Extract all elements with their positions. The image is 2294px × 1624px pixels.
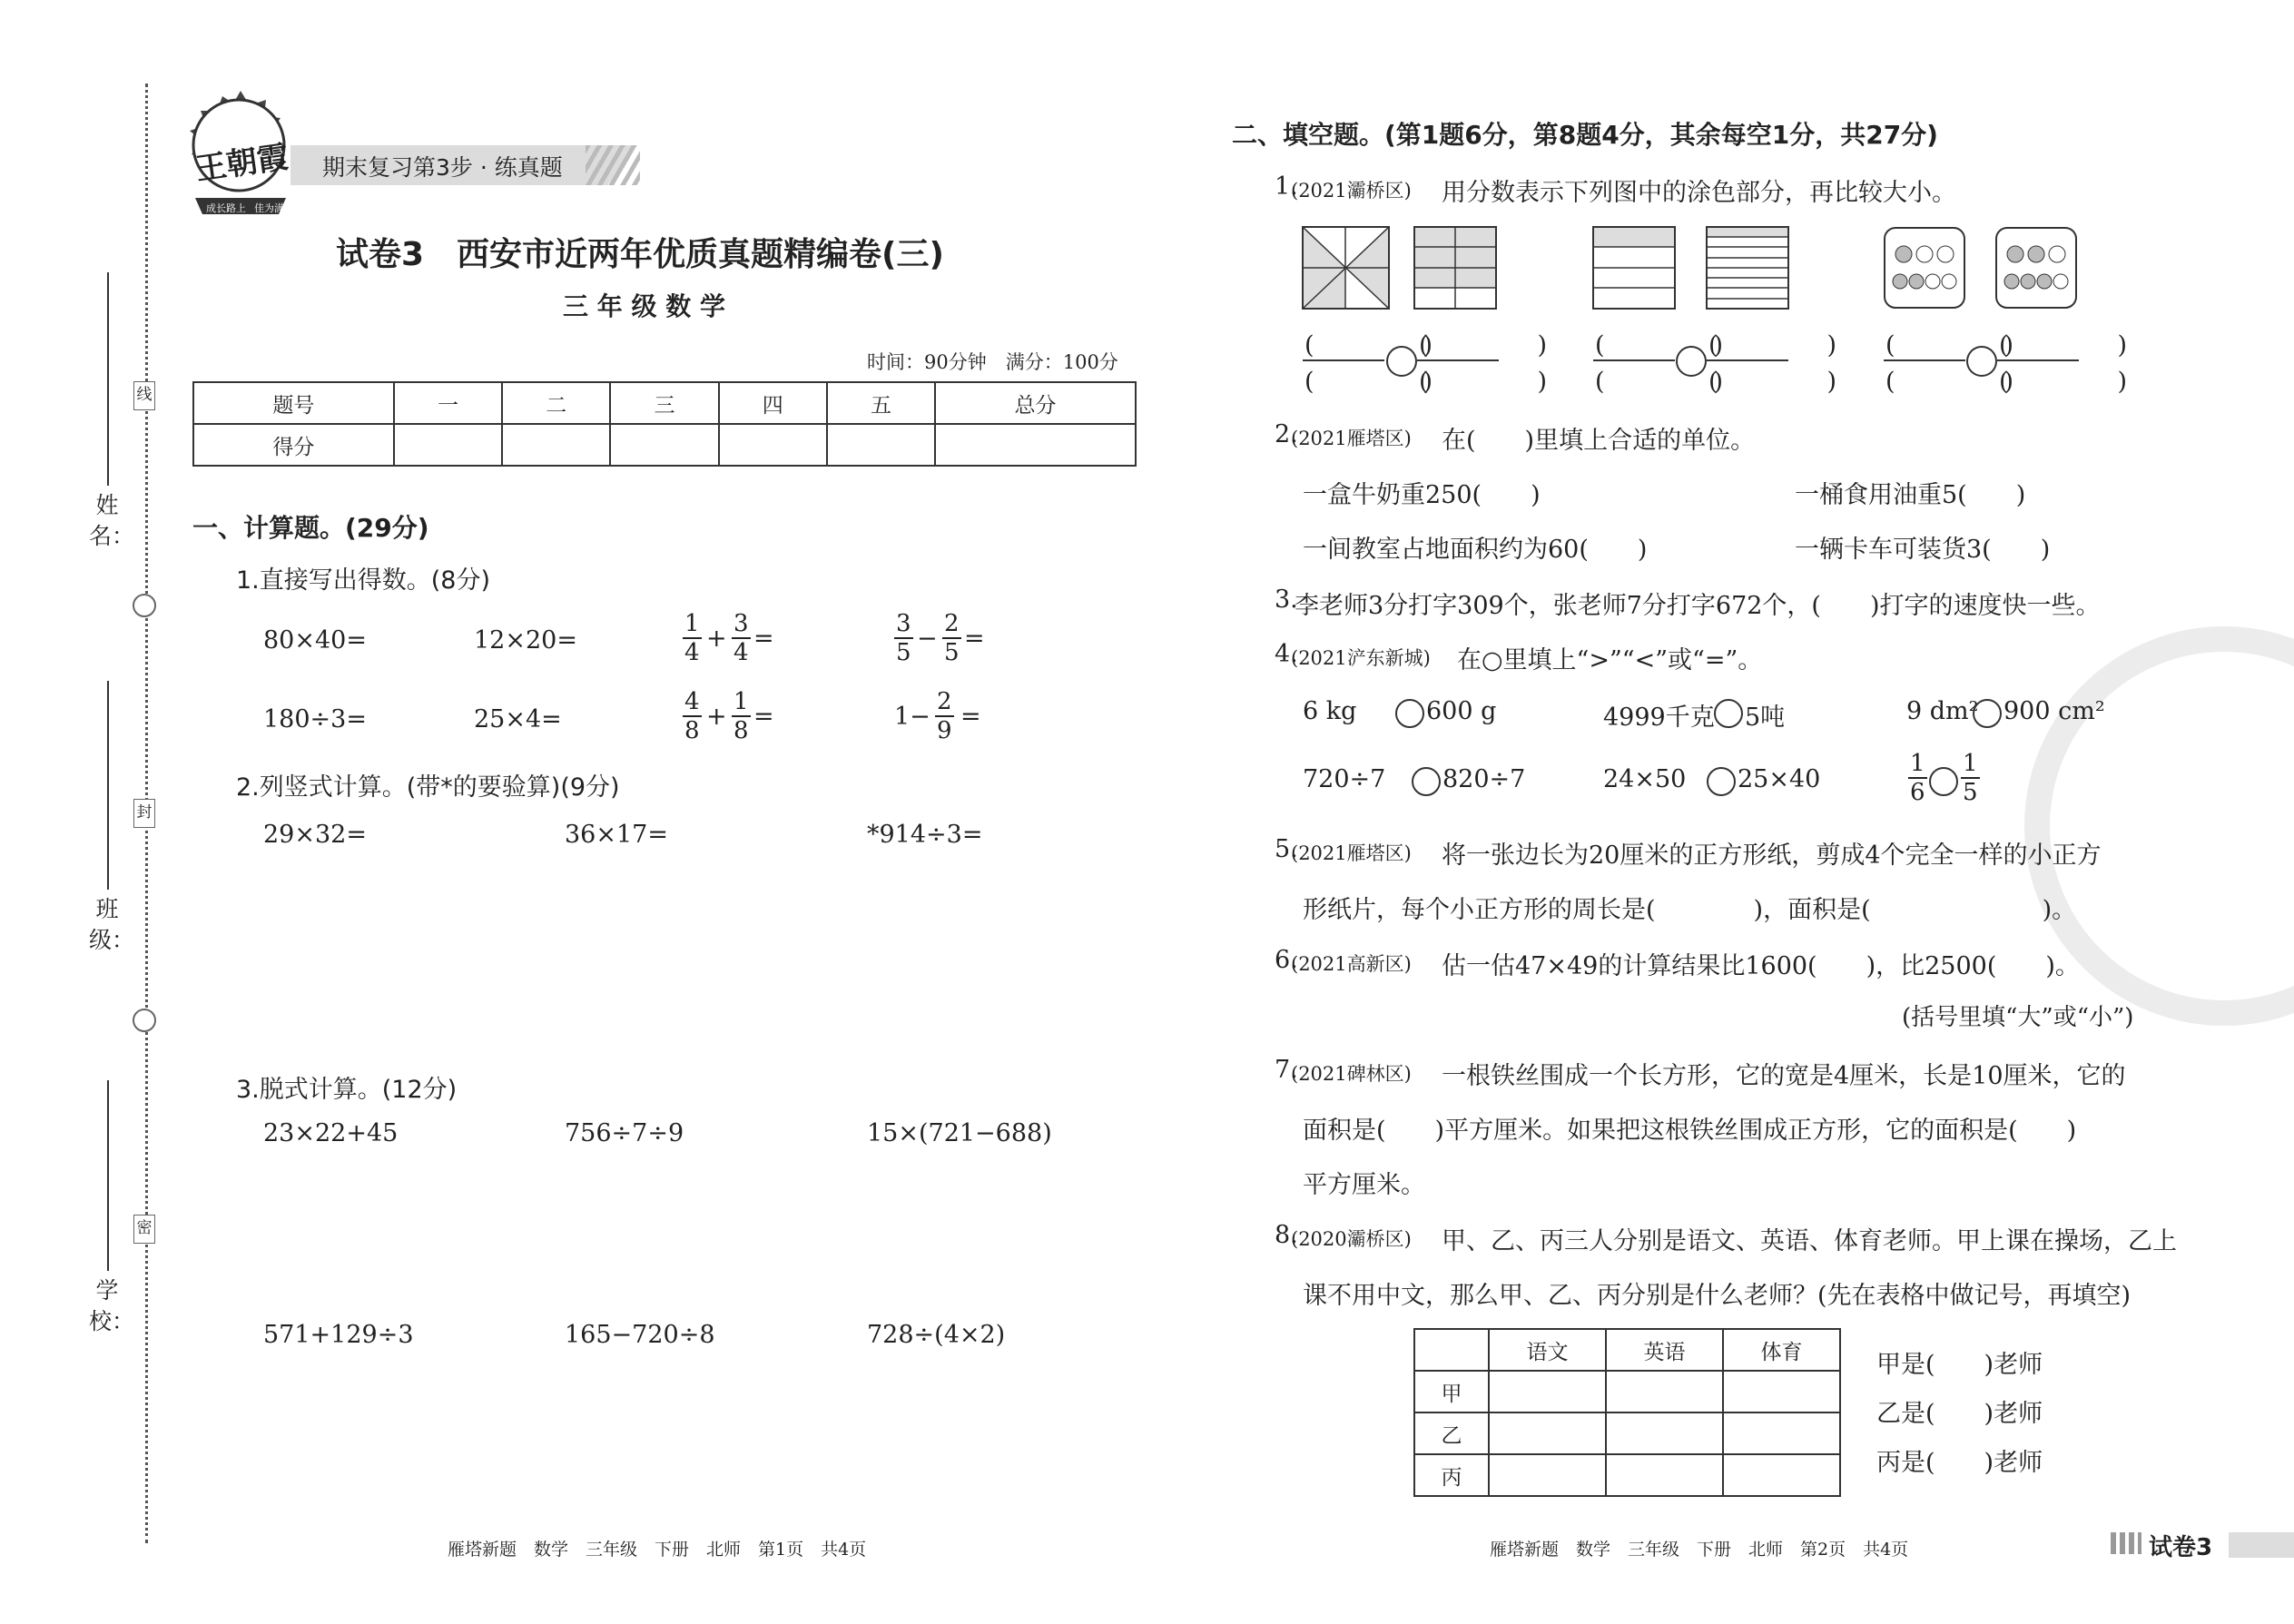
compare-circle[interactable]	[1386, 346, 1417, 377]
operator: −	[917, 625, 938, 653]
q-source-tag: (2021雁塔区)	[1291, 842, 1412, 864]
q-source-tag: (2021碑林区)	[1291, 1063, 1412, 1085]
compare-circle[interactable]	[1412, 767, 1441, 796]
compare-right: 5吨	[1745, 704, 1786, 732]
score-header-cell: 总分	[935, 382, 1136, 424]
equals: =	[753, 625, 774, 653]
score-header-cell: 二	[502, 382, 610, 424]
denominator: 6	[1910, 779, 1925, 806]
score-cell[interactable]	[610, 424, 718, 466]
table-corner	[1414, 1329, 1489, 1371]
score-header-cell: 四	[719, 382, 827, 424]
seal-mark-2: 封	[133, 799, 155, 828]
figure-dots-2	[1995, 227, 2077, 309]
answer-line[interactable]: 乙是( )老师	[1876, 1400, 2043, 1428]
table-cell[interactable]	[1723, 1412, 1840, 1454]
q-text: 估一估47×49的计算结果比1600( )，比2500( )。	[1442, 952, 2080, 980]
unit-item[interactable]: 一桶食用油重5( )	[1795, 481, 2026, 509]
fraction	[942, 610, 961, 666]
score-cell[interactable]	[827, 424, 935, 466]
operator: +	[706, 625, 727, 653]
school-field[interactable]	[107, 1080, 109, 1271]
q-source-tag: (2021雁塔区)	[1291, 428, 1412, 449]
banner-text: 期末复习第3步 · 练真题	[322, 154, 563, 181]
q-number: 4.	[1275, 640, 1298, 668]
compare-left: 6 kg	[1303, 697, 1357, 725]
figure-octant-square	[1303, 227, 1389, 309]
compare-circle[interactable]	[1929, 767, 1958, 796]
compare-right: 820÷7	[1442, 765, 1526, 793]
compare-left: 24×50	[1603, 765, 1687, 793]
table-cell[interactable]	[1606, 1454, 1723, 1496]
fraction	[935, 688, 954, 744]
blank-numerator[interactable]: ( )	[1595, 331, 1744, 359]
q-number: 6.	[1275, 946, 1298, 974]
table-cell[interactable]	[1723, 1371, 1840, 1412]
compare-circle[interactable]	[1395, 699, 1424, 728]
time-score-info: 时间：90分钟 满分：100分	[867, 351, 1118, 373]
stepwise-calc-item: 728÷(4×2)	[867, 1321, 1006, 1349]
q-note: (括号里填“大”或“小”)	[1902, 1004, 2134, 1031]
numerator: 1	[1910, 750, 1925, 777]
name-label: 姓名：	[89, 492, 135, 549]
q-number: 5.	[1275, 835, 1298, 863]
denominator: 8	[684, 717, 700, 744]
calc-item: 80×40=	[263, 626, 367, 655]
denominator: 4	[684, 639, 700, 666]
footer-right: 雁塔新题 数学 三年级 下册 北师 第2页 共4页	[1490, 1540, 1909, 1560]
table-cell[interactable]	[1723, 1454, 1840, 1496]
denominator: 8	[733, 717, 749, 744]
q-text-cont: 面积是( )平方厘米。如果把这根铁丝围成正方形，它的面积是( )	[1303, 1117, 2077, 1145]
equals: =	[753, 703, 774, 731]
operator: +	[706, 703, 727, 731]
operator: 1−	[894, 703, 930, 731]
q-number: 7.	[1275, 1056, 1298, 1084]
numerator: 3	[733, 610, 749, 637]
score-header-cell: 五	[827, 382, 935, 424]
blank-numerator[interactable]: ( )	[1305, 331, 1453, 359]
q-number: 3.	[1275, 586, 1298, 614]
binding-hole-1	[133, 594, 156, 617]
footer-tab-label: 试卷3	[2149, 1534, 2213, 1561]
table-cell[interactable]	[1606, 1371, 1723, 1412]
score-cell[interactable]	[719, 424, 827, 466]
stepwise-calc-item: 165−720÷8	[565, 1321, 715, 1349]
calc-item: 180÷3=	[263, 705, 367, 733]
fraction	[683, 610, 702, 666]
unit-item[interactable]: 一盒牛奶重250( )	[1303, 481, 1541, 509]
compare-left: 9 dm²	[1906, 697, 1979, 725]
teacher-logic-table	[1413, 1328, 1841, 1497]
stepwise-calc-item: 23×22+45	[263, 1119, 399, 1147]
answer-line[interactable]: 丙是( )老师	[1876, 1449, 2043, 1477]
score-cell[interactable]	[935, 424, 1136, 466]
compare-left: 4999千克	[1603, 704, 1715, 732]
score-header-cell: 三	[610, 382, 718, 424]
table-row-label: 乙	[1414, 1412, 1489, 1454]
class-label: 班级：	[89, 896, 135, 953]
equals: =	[960, 703, 981, 731]
logo-motto-2: 佳为满天	[254, 202, 294, 214]
table-cell[interactable]	[1489, 1371, 1606, 1412]
q-source-tag: (2021浐东新城)	[1291, 647, 1431, 669]
numerator: 1	[733, 688, 749, 715]
score-header-cell: 一	[394, 382, 502, 424]
q-text: 将一张边长为20厘米的正方形纸，剪成4个完全一样的小正方	[1442, 842, 2102, 870]
table-row-label: 丙	[1414, 1454, 1489, 1496]
fraction	[1908, 750, 1927, 806]
numerator: 1	[684, 610, 700, 637]
compare-right: 900 cm²	[2004, 697, 2105, 725]
table-header: 语文	[1489, 1329, 1606, 1371]
numerator: 1	[1963, 750, 1978, 777]
fraction	[732, 688, 751, 744]
blank-denominator[interactable]: ( )	[1885, 368, 2034, 396]
score-table	[192, 381, 1137, 467]
page-subtitle: 三 年 级 数 学	[563, 291, 725, 321]
seal-mark-1: 线	[133, 381, 155, 410]
blank-denominator[interactable]: ( )	[1999, 368, 2148, 396]
table-cell[interactable]	[1489, 1454, 1606, 1496]
stepwise-calc-item: 15×(721−688)	[867, 1119, 1052, 1147]
denominator: 5	[1963, 779, 1978, 806]
q-text-cont: 形纸片，每个小正方形的周长是( )，面积是( )。	[1303, 896, 2077, 924]
score-row-label: 得分	[193, 424, 394, 466]
figure-strip-rect-1	[1593, 227, 1675, 309]
vertical-calc-item: 29×32=	[263, 821, 367, 849]
figure-strip-rect-2	[1707, 227, 1788, 309]
calc-item: 25×4=	[474, 705, 562, 733]
class-field[interactable]	[107, 681, 109, 890]
q-number: 8.	[1275, 1221, 1298, 1249]
stepwise-calc-item: 571+129÷3	[263, 1321, 414, 1349]
s1-q1-title: 1.直接写出得数。(8分)	[236, 566, 491, 595]
denominator: 9	[937, 717, 952, 744]
numerator: 3	[896, 610, 911, 637]
footer-tab-pattern	[2111, 1532, 2141, 1554]
section2-title: 二、填空题。(第1题6分，第8题4分，其余每空1分，共27分)	[1232, 120, 1938, 150]
blank-denominator[interactable]: ( )	[1595, 368, 1744, 396]
blank-numerator[interactable]: ( )	[1885, 331, 2034, 359]
numerator: 2	[944, 610, 960, 637]
blank-numerator[interactable]: ( )	[1419, 331, 1568, 359]
score-cell[interactable]	[394, 424, 502, 466]
q-source-tag: (2020灞桥区)	[1291, 1228, 1412, 1250]
q-text: 在○里填上“>”“<”或“=”。	[1457, 646, 1763, 674]
q-text-cont: 平方厘米。	[1303, 1171, 1425, 1199]
fraction	[1961, 750, 1980, 806]
name-field[interactable]	[107, 272, 109, 486]
q-text-cont: 课不用中文，那么甲、乙、丙分别是什么老师？(先在表格中做记号，再填空)	[1303, 1282, 2132, 1310]
binding-hole-2	[133, 1009, 156, 1032]
numerator: 4	[684, 688, 700, 715]
figure-grid-rect	[1414, 227, 1496, 309]
footer-tab-bar	[2229, 1532, 2294, 1558]
compare-right: 25×40	[1738, 765, 1821, 793]
q-text: 用分数表示下列图中的涂色部分，再比较大小。	[1442, 179, 1956, 207]
table-cell[interactable]	[1489, 1412, 1606, 1454]
blank-denominator[interactable]: ( )	[1305, 368, 1453, 396]
equals: =	[964, 625, 985, 653]
compare-circle[interactable]	[1714, 699, 1743, 728]
logo-motto-1: 成长路上	[206, 202, 246, 214]
numerator: 2	[937, 688, 952, 715]
unit-item[interactable]: 一间教室占地面积约为60( )	[1303, 536, 1648, 564]
score-header-cell: 题号	[193, 382, 394, 424]
q-source-tag: (2021灞桥区)	[1291, 180, 1412, 202]
blank-denominator[interactable]: ( )	[1419, 368, 1568, 396]
compare-left: 720÷7	[1303, 765, 1386, 793]
s1-q2-title: 2.列竖式计算。(带*的要验算)(9分)	[236, 773, 620, 802]
compare-circle[interactable]	[1973, 699, 2002, 728]
vertical-calc-item: *914÷3=	[867, 821, 983, 849]
denominator: 5	[944, 639, 960, 666]
answer-line[interactable]: 甲是( )老师	[1876, 1351, 2043, 1379]
compare-circle[interactable]	[1966, 346, 1997, 377]
page-title: 试卷3 西安市近两年优质真题精编卷(三)	[336, 236, 944, 273]
q-text: 甲、乙、丙三人分别是语文、英语、体育老师。甲上课在操场，乙上	[1442, 1227, 2177, 1255]
school-label: 学校：	[89, 1277, 135, 1334]
compare-right: 600 g	[1426, 697, 1497, 725]
table-header: 体育	[1723, 1329, 1840, 1371]
q-text: 李老师3分打字309个，张老师7分打字672个，( )打字的速度快一些。	[1295, 592, 2101, 620]
s1-q3-title: 3.脱式计算。(12分)	[236, 1076, 458, 1104]
section1-title: 一、计算题。(29分)	[192, 513, 429, 543]
footer-left: 雁塔新题 数学 三年级 下册 北师 第1页 共4页	[448, 1540, 867, 1560]
compare-circle[interactable]	[1676, 346, 1707, 377]
fraction	[683, 688, 702, 744]
q-number: 2.	[1275, 420, 1298, 448]
score-cell[interactable]	[502, 424, 610, 466]
q-source-tag: (2021高新区)	[1291, 953, 1412, 975]
vertical-calc-item: 36×17=	[565, 821, 668, 849]
fraction	[732, 610, 751, 666]
q-text: 在( )里填上合适的单位。	[1442, 427, 1756, 455]
q-text: 一根铁丝围成一个长方形，它的宽是4厘米，长是10厘米，它的	[1442, 1062, 2126, 1090]
q-number: 1.	[1275, 172, 1298, 201]
table-row-label: 甲	[1414, 1371, 1489, 1412]
denominator: 4	[733, 639, 749, 666]
unit-item[interactable]: 一辆卡车可装货3( )	[1795, 536, 2051, 564]
calc-item: 12×20=	[474, 626, 577, 655]
blank-numerator[interactable]: ( )	[1708, 331, 1857, 359]
logo-text: 王朝霞	[193, 139, 290, 188]
table-header: 英语	[1606, 1329, 1723, 1371]
blank-numerator[interactable]: ( )	[1999, 331, 2148, 359]
denominator: 5	[896, 639, 911, 666]
table-cell[interactable]	[1606, 1412, 1723, 1454]
stepwise-calc-item: 756÷7÷9	[565, 1119, 684, 1147]
blank-denominator[interactable]: ( )	[1708, 368, 1857, 396]
compare-circle[interactable]	[1707, 767, 1736, 796]
figure-dots-1	[1884, 227, 1965, 309]
fraction	[894, 610, 913, 666]
seal-mark-3: 密	[133, 1215, 155, 1244]
banner-stripes	[586, 145, 640, 185]
